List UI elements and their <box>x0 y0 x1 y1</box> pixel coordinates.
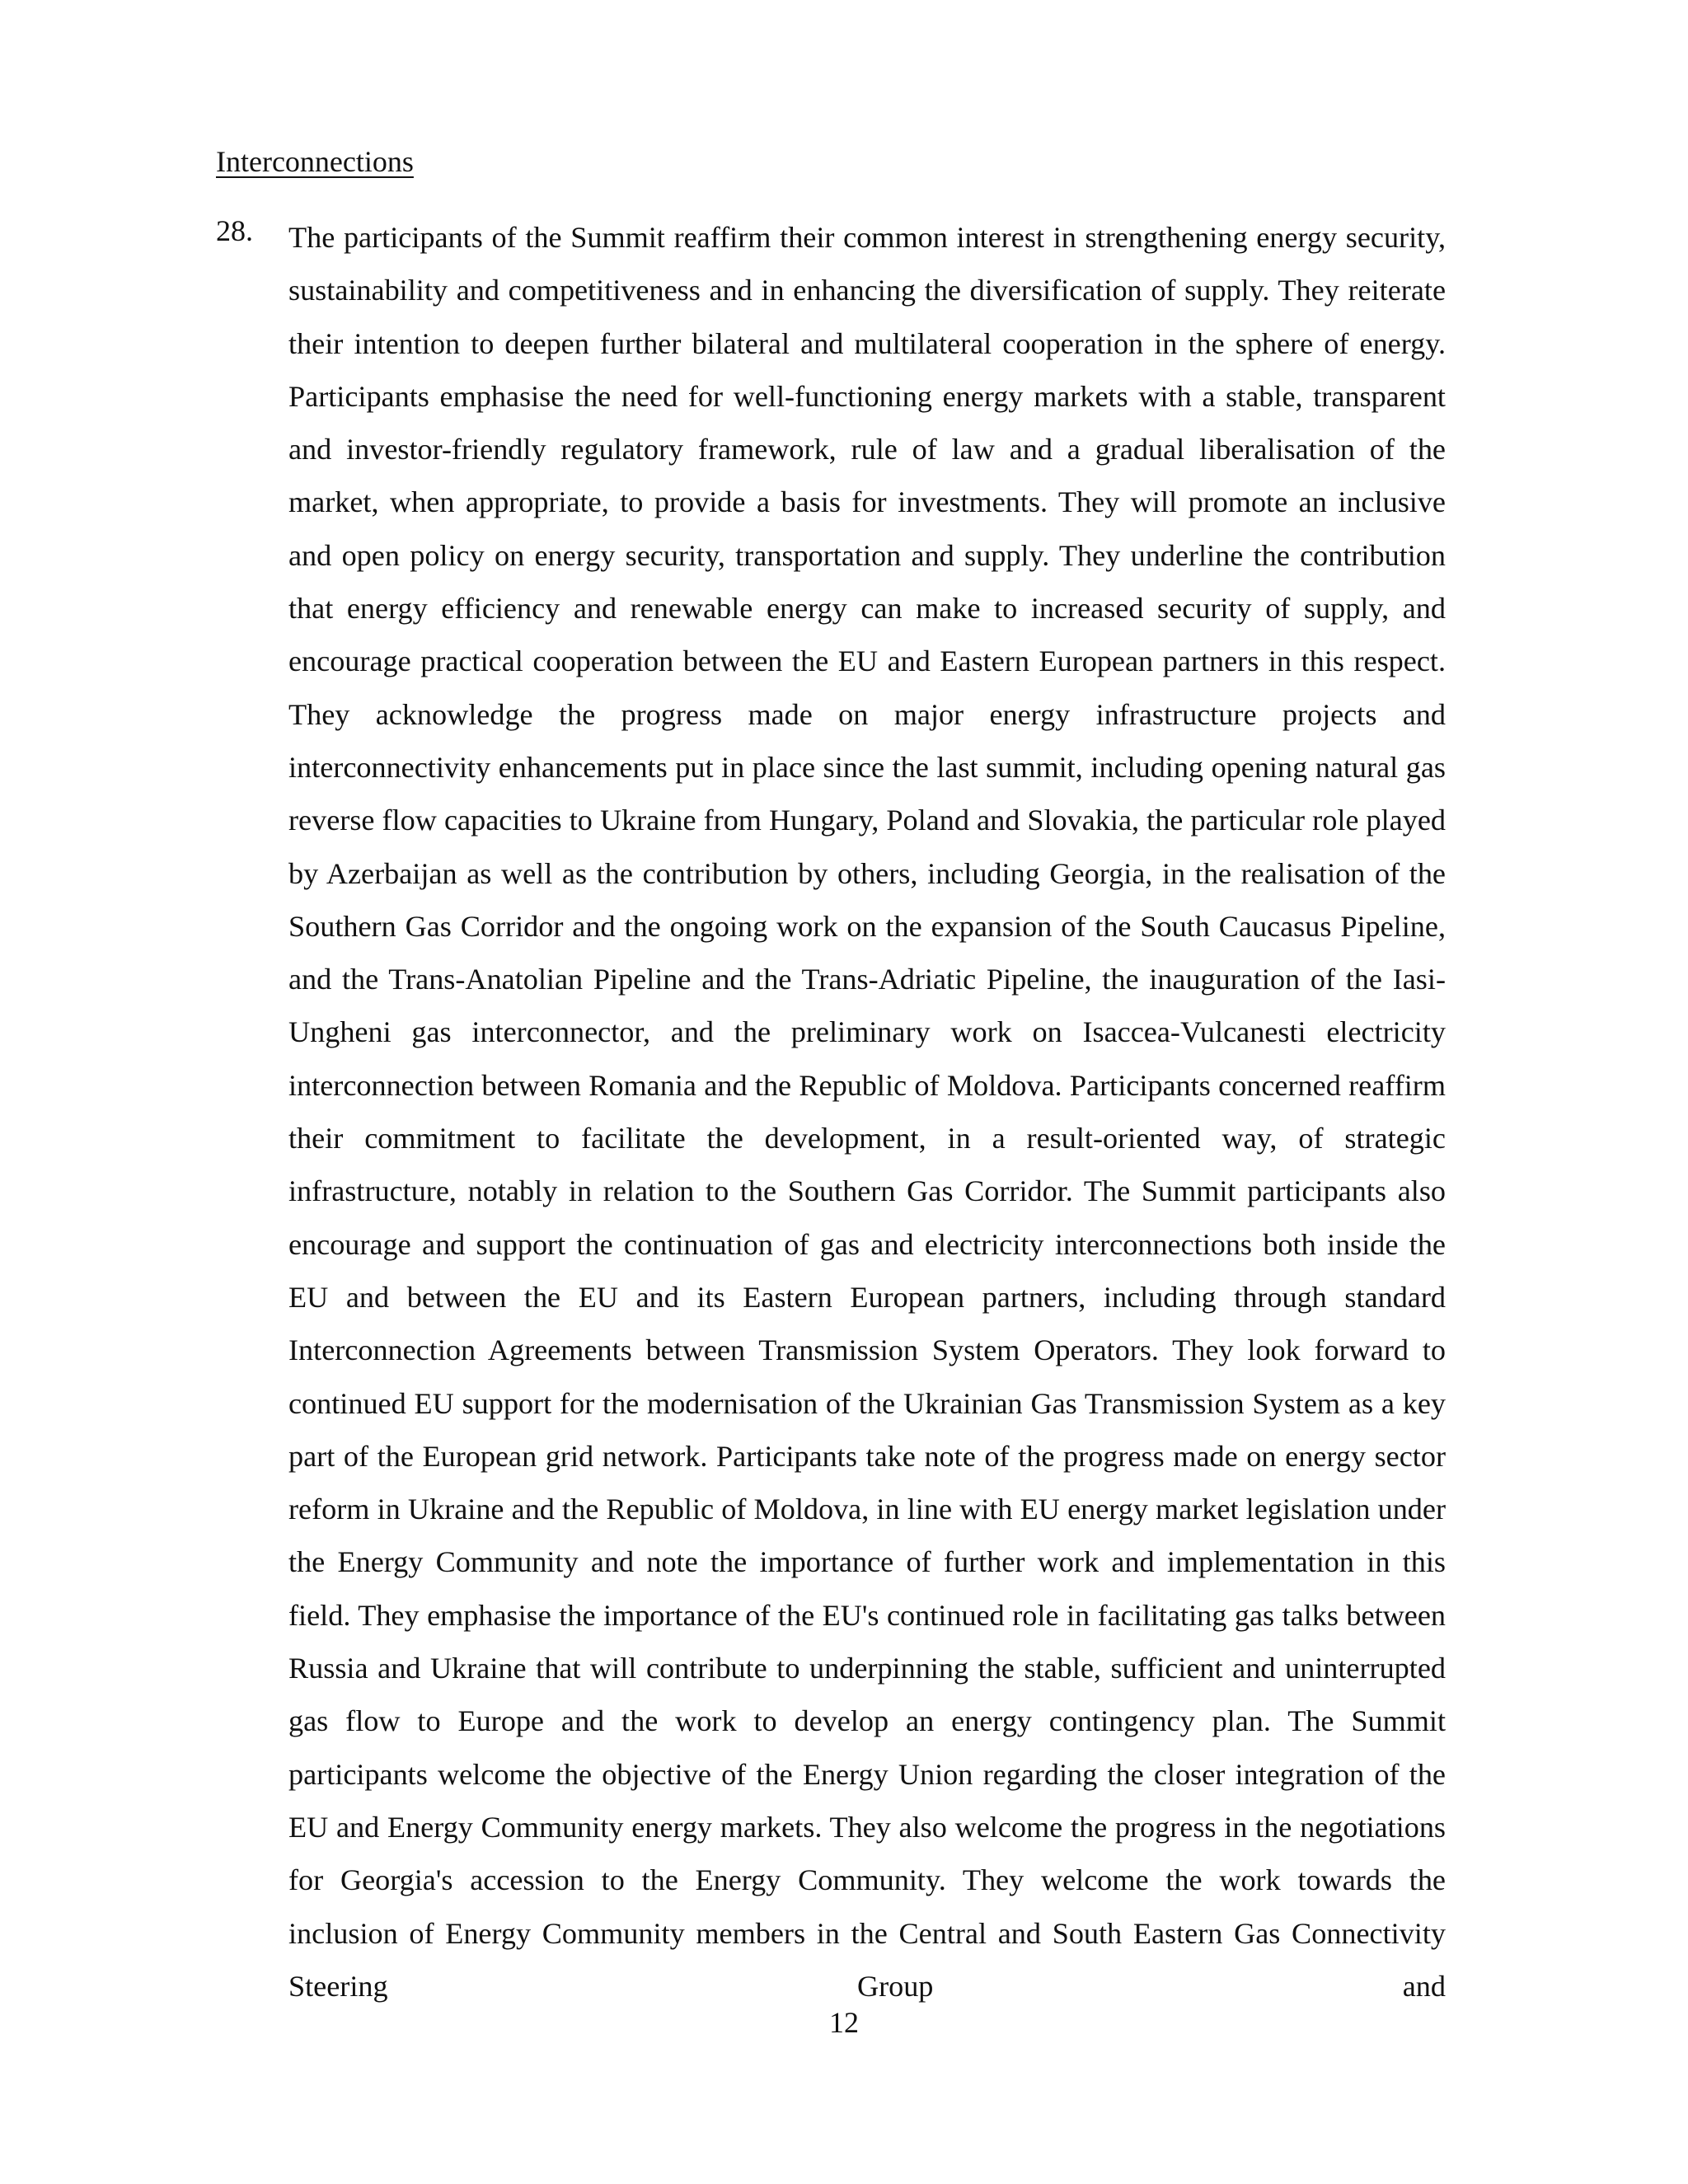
page-number: 12 <box>829 2006 859 2039</box>
paragraph-number: 28. <box>216 214 253 247</box>
paragraph-text: The participants of the Summit reaffirm their common interest in strengthening energy security, sustainability and competitiveness and in enhancing the diversification of supply. They reiterate their intention to deepen further bilateral and multilateral cooperation in the sphere of energy. Participants emphasise the need for well-functioning energy markets with a stable, transparent and investor-friendly regulatory framework, rule of law and a gradual liberalisation of the market, when appropriate, to provide a basis for investments. They will promote an inclusive and open policy on energy security, transportation and supply. They underline the contribution that energy efficiency and renewable energy can make to increased security of supply, and encourage practical cooperation between the EU and Eastern European partners in this respect. They acknowledge the progress made on major energy infrastructure projects and interconnectivity enhancements put in place since the last summit, including opening natural gas reverse flow capacities to Ukraine from Hungary, Poland and Slovakia, the particular role played by Azerbaijan as well as the contribution by others, including Georgia, in the realisation of the Southern Gas Corridor and the ongoing work on the expansion of the South Caucasus Pipeline, and the Trans-Anatolian Pipeline and the Trans-Adriatic Pipeline, the inauguration of the Iasi-Ungheni gas interconnector, and the preliminary work on Isaccea-Vulcanesti electricity interconnection between Romania and the Republic of Moldova. Participants concerned reaffirm their commitment to facilitate the development, in a result-oriented way, of strategic infrastructure, notably in relation to the Southern Gas Corridor. The Summit participants also encourage and support the continuation of gas and electricity interconnections both inside the EU and between the EU and its Eastern European partners, including through standard Interconnection Agreements between Transmission System Operators. They look forward to continued EU support for the modernisation of the Ukrainian Gas Transmission System as a key part of the European grid network. Participants take note of the progress made on energy sector reform in Ukraine and the Republic of Moldova, in line with EU energy market legislation under the Energy Community and note the importance of further work and implementation in this field. They emphasise the importance of the EU's continued role in facilitating gas talks between Russia and Ukraine that will contribute to underpinning the stable, sufficient and uninterrupted gas flow to Europe and the work to develop an energy contingency plan. The Summit participants welcome the objective of the Energy Union regarding the closer integration of the EU and Energy Community energy markets. They also welcome the progress in the negotiations for Georgia's accession to the Energy Community. They welcome the work towards the inclusion of Energy Community members in the Central and South Eastern Gas Connectivity Steering Group and <box>288 221 1446 2003</box>
section-heading: Interconnections <box>216 145 414 178</box>
